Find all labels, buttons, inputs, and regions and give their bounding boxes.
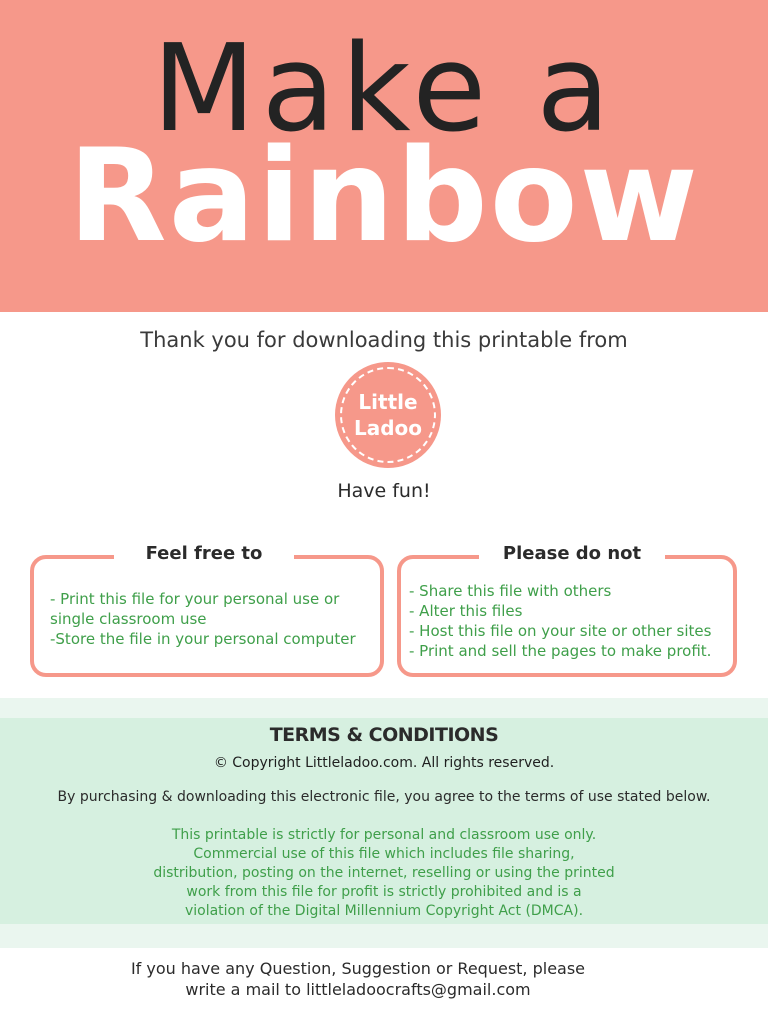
logo-line-1: Little <box>358 390 418 414</box>
contact-line-2: write a mail to littleladoocrafts@gmail.com <box>185 980 531 999</box>
agree-text: By purchasing & downloading this electronic file, you agree to the terms of use stated below. <box>57 789 711 805</box>
little-ladoo-logo <box>335 362 441 468</box>
logo-text <box>354 389 422 441</box>
please-do-not-list <box>409 581 735 661</box>
please-do-not-title: Please do not <box>479 543 665 564</box>
terms-body <box>120 826 648 921</box>
list-item: - Host this file on your site or other sites <box>409 622 712 640</box>
title-rainbow: Rainbow <box>68 122 700 271</box>
feel-free-box <box>30 543 384 677</box>
logo-line-2: Ladoo <box>353 416 423 440</box>
terms-title: TERMS & CONDITIONS <box>269 724 499 746</box>
list-item: - Share this file with others <box>409 582 612 600</box>
thanks-text: Thank you for downloading this printable from <box>140 328 628 352</box>
terms-line: This printable is strictly for personal and classroom use only. <box>171 827 597 843</box>
list-item: -Store the file in your personal computer <box>50 630 356 648</box>
terms-line: Commercial use of this file which includes file sharing, <box>193 846 575 862</box>
list-item: - Alter this files <box>409 602 523 620</box>
please-do-not-box <box>397 543 737 677</box>
feel-free-list <box>50 589 370 649</box>
terms-line: work from this file for profit is strictly prohibited and is a <box>186 884 582 900</box>
feel-free-title: Feel free to <box>114 543 294 564</box>
list-item: - Print and sell the pages to make profit. <box>409 642 712 660</box>
list-item: single classroom use <box>50 610 207 628</box>
have-fun-text: Have fun! <box>337 480 431 502</box>
copyright-text: © Copyright Littleladoo.com. All rights reserved. <box>213 755 555 771</box>
terms-line: violation of the Digital Millennium Copyright Act (DMCA). <box>184 903 584 919</box>
header-banner <box>0 0 768 312</box>
terms-line: distribution, posting on the internet, reselling or using the printed <box>153 865 615 881</box>
contact-line-1: If you have any Question, Suggestion or Request, please <box>130 959 586 978</box>
list-item: - Print this file for your personal use or <box>50 590 340 608</box>
title-make-a: Make a <box>152 20 616 159</box>
contact-text <box>0 958 716 1000</box>
